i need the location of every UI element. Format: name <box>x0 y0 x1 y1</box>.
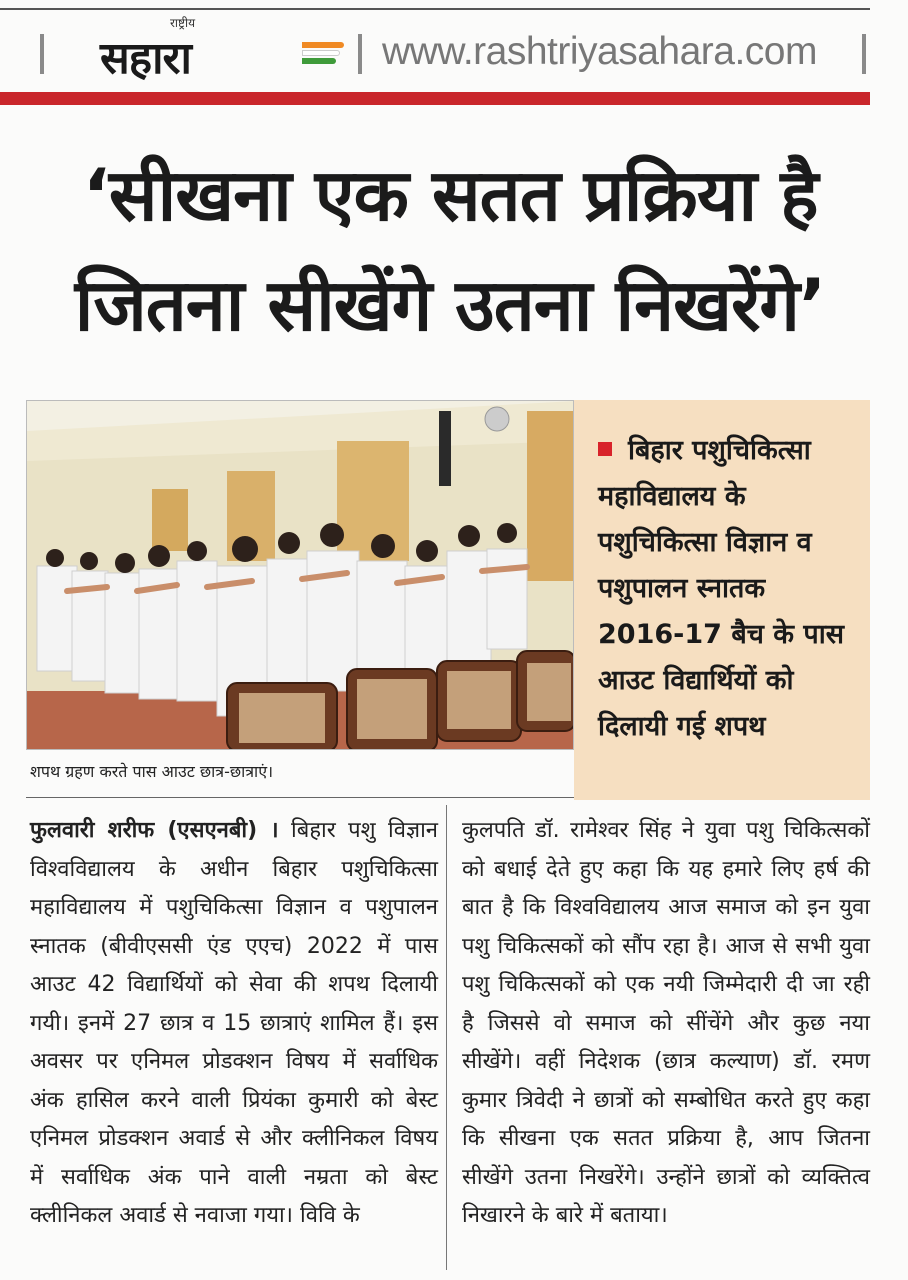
headline <box>30 140 870 360</box>
caption-rule <box>26 797 574 798</box>
masthead <box>40 14 870 84</box>
website-url: www.rashtriyasahara.com <box>382 30 817 73</box>
headline-line-2: जितना सीखेंगे उतना निखरेंगे’ <box>74 263 826 347</box>
body-text-2: कुलपति डॉ. रामेश्वर सिंह ने युवा पशु चिकित्सकों को बधाई देते हुए कहा कि यह हमारे लिए हर्ष की बात है कि विश्वविद्यालय आज समाज को इन युवा पशु चिकित्सकों को सौंप रहा है। आज से सभी युवा पशु चिकित्सकों को एक नयी जिम्मेदारी दी जा रही है जिससे वो समाज को सींचेंगे और कुछ नया सीखेंगे। वहीं निदेशक (छात्र कल्याण) डॉ. रमण कुमार त्रिवेदी ने छात्रों को सम्बोधित करते हुए कहा कि सीखना एक सतत प्रक्रिया है, आप जितना सीखेंगे उतना निखरेंगे। उन्होंने छात्रों को व्यक्तित्व निखारने के बारे में बताया। <box>462 818 870 1228</box>
masthead-divider <box>358 34 362 74</box>
body-text-1: बिहार पशु विज्ञान विश्वविद्यालय के अधीन बिहार पशुचिकित्सा महाविद्यालय में पशुचिकित्सा विज्ञान व पशुपालन स्नातक (बीवीएससी एंड एएच) 2022 में पास आउट 42 विद्यार्थियों को सेवा की शपथ दिलायी गयी। इनमें 27 छात्र व 15 छात्राएं शामिल हैं। इस अवसर पर एनिमल प्रोडक्शन विषय में सर्वाधिक अंक हासिल करने वाली प्रियंका कुमारी को बेस्ट एनिमल प्रोडक्शन अवार्ड से और क्लीनिकल विषय में सर्वाधिक अंक पाने वाली नम्रता को बेस्ट क्लीनिकल अवार्ड से नवाजा गया। विवि के <box>30 818 438 1228</box>
logo: सहारा <box>100 33 191 84</box>
logo-flag-icon <box>302 42 344 66</box>
logo-tagline: राष्ट्रीय <box>170 16 196 30</box>
highlight-text: बिहार पशुचिकित्सा महाविद्यालय के पशुचिकित्सा विज्ञान व पशुपालन स्नातक 2016-17 बैच के पास आउट विद्यार्थियों को दिलायी गई शपथ <box>598 435 845 742</box>
oath-ceremony-photo <box>26 400 574 750</box>
masthead-divider <box>862 34 866 74</box>
highlight-box <box>574 400 870 800</box>
bullet-square-icon <box>598 442 612 456</box>
masthead-red-rule <box>0 92 870 105</box>
column-separator <box>446 805 447 1270</box>
dateline: फुलवारी शरीफ (एसएनबी) । <box>30 818 279 843</box>
headline-line-1: ‘सीखना एक सतत प्रक्रिया है <box>82 153 818 237</box>
body-column-1 <box>30 812 438 1236</box>
top-rule <box>0 8 870 10</box>
photo-caption: शपथ ग्रहण करते पास आउट छात्र-छात्राएं। <box>30 762 274 781</box>
body-column-2 <box>462 812 870 1236</box>
masthead-divider <box>40 34 44 74</box>
